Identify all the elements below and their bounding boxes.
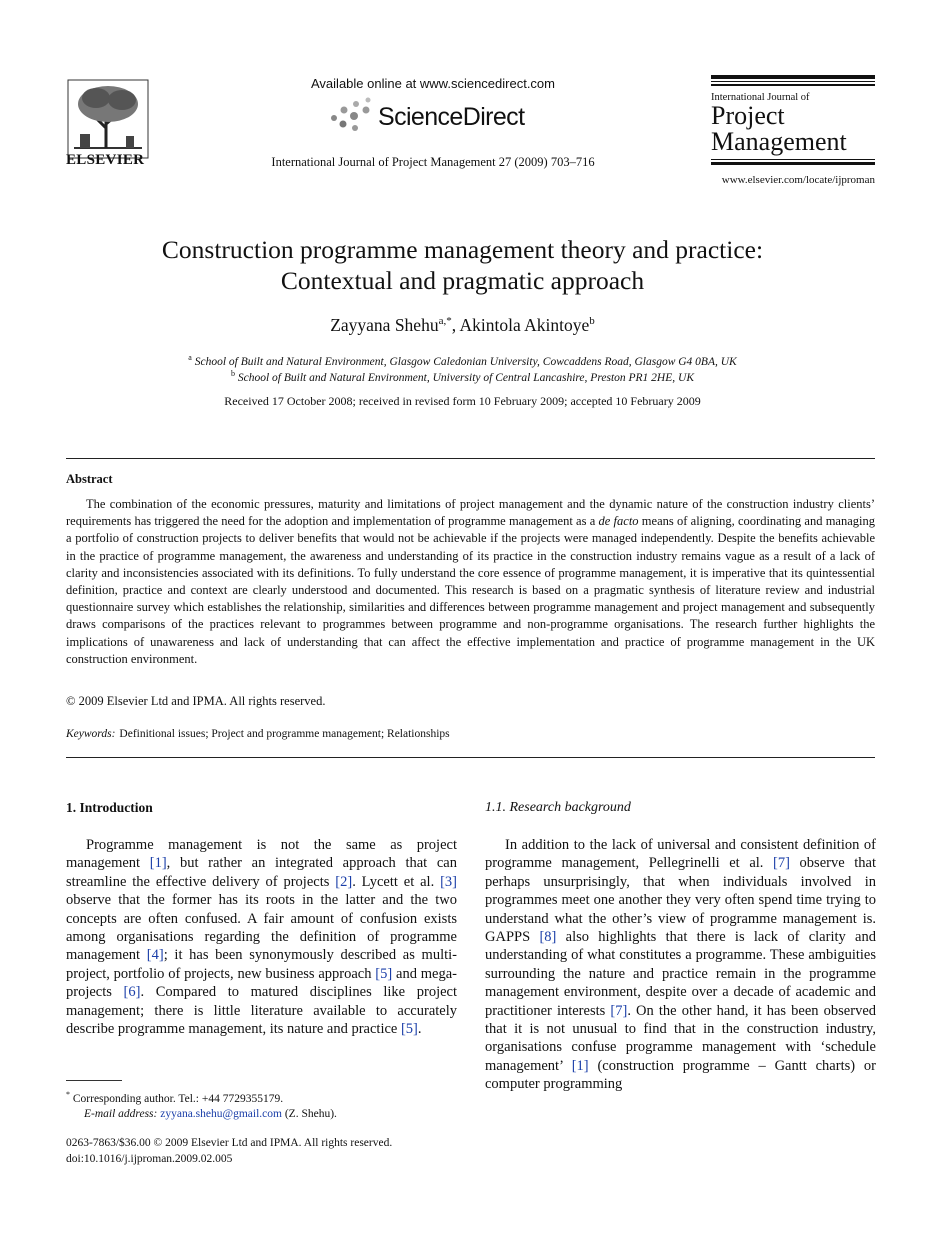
citation-link[interactable]: [1] xyxy=(149,855,167,872)
doi[interactable]: doi:10.1016/j.ijproman.2009.02.005 xyxy=(66,1153,233,1165)
affiliation-b: $^b$ School of Built and Natural Environment, University of Central Lancashire, Preston PR1 2HE, UK xyxy=(230,369,694,384)
divider xyxy=(66,757,875,758)
journal-title-box xyxy=(711,75,875,165)
citation-link[interactable]: [1] xyxy=(571,1057,589,1074)
available-online-text: Available online at www.sciencedirect.com xyxy=(311,76,555,91)
introduction-paragraph: Programme management is not the same as project management [1], but rather an integrated approach that can streamline the effective delivery of projects [2]. Lycett et al. [3] observe that the former has its roots in the latter and the two concepts are often confused. A fair amount of confusion exists among organisations regarding the definition of programme management [4]; it has been synonymously described as multi-project, portfolio of projects, new business approach [5] and mega-projects [6]. Compared to matured disciplines like project management; there is little literature available to accurately describe programme management, its nature and practice [5]. xyxy=(66,837,457,1038)
citation-link[interactable]: [7] xyxy=(773,855,790,872)
footnote: * Corresponding author. Tel.: +44 7729355179. E-mail address: zyyana.shehu@gmail.com (Z. Shehu). xyxy=(66,1090,337,1120)
subsection-heading-research-background: 1.1. Research background xyxy=(485,800,631,815)
keywords: Keywords: Definitional issues; Project and programme management; Relationships xyxy=(66,728,450,740)
journal-box-subtitle: International Journal of xyxy=(711,92,810,103)
journal-box-line2: Management xyxy=(711,127,847,156)
journal-box-line1: Project xyxy=(711,101,785,130)
citation-link[interactable]: [2] xyxy=(335,873,353,890)
author-name: Akintola Akintoye xyxy=(459,315,590,335)
elsevier-wordmark: ELSEVIER xyxy=(66,152,145,168)
citation-link[interactable]: [6] xyxy=(123,984,141,1001)
received-dates: Received 17 October 2008; received in revised form 10 February 2009; accepted 10 February 2009 xyxy=(224,394,701,408)
affiliation-a: $^a$ School of Built and Natural Environment, Glasgow Caledonian University, Cowcaddens Road, Glasgow G4 0BA, UK xyxy=(188,353,737,368)
abstract-text: The combination of the economic pressures, maturity and limitations of project management and the dynamic nature of the construction industry clients’ requirements has triggered the need for the adoption and implementation of programme management as a de facto means of aligning, coordinating and managing a portfolio of construction projects to deliver benefits that would not be achievable if the projects were managed independently. Despite the benefits achievable in the practice of programme management, the awareness and understanding of its practice in the construction industry remains vague as a result of a lack of clarity and inconsistencies associated with its definitions. To fully understand the core essence of programme management, it is imperative that its quintessential definition, practice and context are clearly understood and documented. This research is based on a pragmatic synthesis of literature review and industrial questionnaire survey which establishes the relationship, similarities and differences between programme management and project management and subsequently draws comparisons of the practices relevant to programmes between programme and non-programme organisations. The research further highlights the implications of unawareness and lack of understanding that can affect the effective implementation and practice of programme management in the UK construction environment. xyxy=(66,497,875,666)
journal-url[interactable]: www.elsevier.com/locate/ijproman xyxy=(721,174,875,186)
section-heading-introduction: 1. Introduction xyxy=(66,800,153,815)
citation-link[interactable]: [7] xyxy=(610,1002,628,1019)
footnote-divider xyxy=(66,1080,122,1081)
copyright-notice: © 2009 Elsevier Ltd and IPMA. All rights reserved. xyxy=(66,694,326,708)
citation-link[interactable]: [5] xyxy=(375,965,393,982)
citation-link[interactable]: [8] xyxy=(539,929,557,946)
research-background-paragraph: In addition to the lack of universal and consistent definition of programme management, Pellegrinelli et al. [7] observe that perhaps unsurprisingly, that when individuals involved in programmes meet one another they very often spend time trying to understand what the other’s view of programme management is. GAPPS [8] also highlights that there is lack of clarity and understanding of what constitutes a programme. These ambiguities surrounding the nature and practice remain in the programme management environment, despite over a decade of academic and practitioner interests [7]. On the other hand, it has been observed that it is not unusual to find that in the construction industry, organisations confuse programme management with ‘schedule management’ [1] (construction programme – Gantt charts) or computer programming xyxy=(485,837,877,1093)
author-list: Zayyana Shehu$^{a,*}$, Akintola Akintoye$^b$ xyxy=(330,315,595,335)
sciencedirect-wordmark: ScienceDirect xyxy=(378,103,525,131)
divider xyxy=(66,458,875,459)
citation-link[interactable]: [5] xyxy=(400,1021,418,1038)
journal-citation: International Journal of Project Management 27 (2009) 703–716 xyxy=(271,155,595,169)
citation-link[interactable]: [4] xyxy=(146,947,164,964)
author-name: Zayyana Shehu xyxy=(330,315,439,335)
article-title: Construction programme management theory and practice: Contextual and pragmatic approach xyxy=(161,235,764,295)
author-email-link[interactable]: zyyana.shehu@gmail.com xyxy=(160,1107,282,1120)
issn-doi: 0263-7863/$36.00 © 2009 Elsevier Ltd and IPMA. All rights reserved. doi:10.1016/j.ijproman.2009.02.005 xyxy=(66,1137,393,1165)
abstract-heading: Abstract xyxy=(66,472,113,486)
citation-link[interactable]: [3] xyxy=(440,873,457,890)
